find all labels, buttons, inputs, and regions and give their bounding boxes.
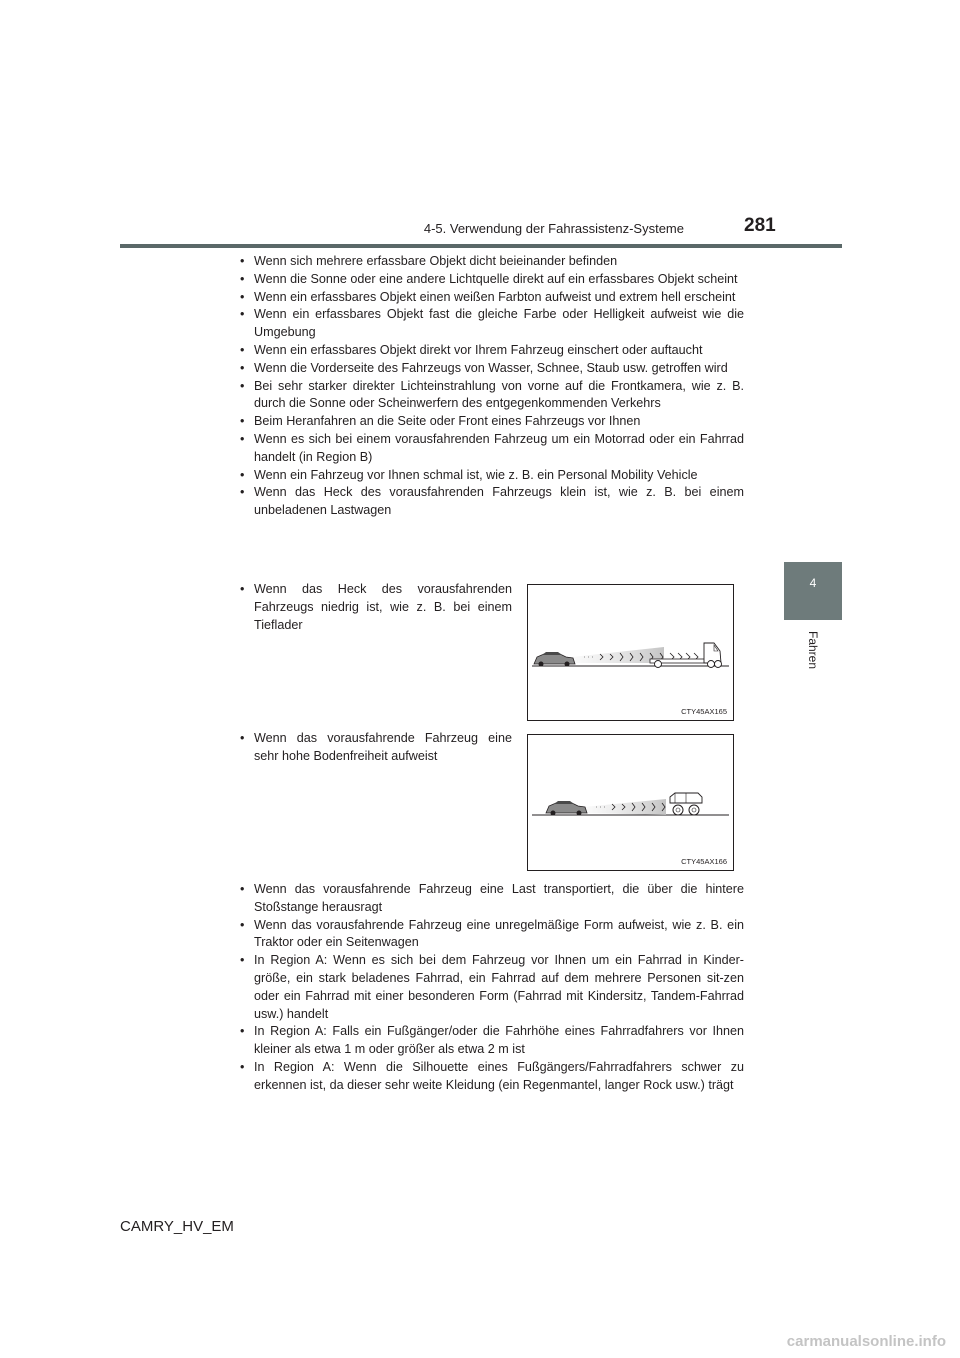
list-item: • Wenn sich mehrere erfassbare Objekt dicht beieinander befinden bbox=[236, 253, 744, 271]
list-item: • Beim Heranfahren an die Seite oder Front eines Fahrzeugs vor Ihnen bbox=[236, 413, 744, 431]
list-item: • Wenn das vorausfahrende Fahrzeug eine Last transportiert, die über die hintere Stoßstange herausragt bbox=[236, 881, 744, 917]
list-item: • Wenn das vorausfahrende Fahrzeug eine sehr hohe Bodenfreiheit aufweist bbox=[236, 730, 512, 766]
chapter-label bbox=[805, 628, 821, 672]
figure-high-clearance-illustration bbox=[527, 734, 734, 871]
list-item: • Wenn ein erfassbares Objekt direkt vor Ihrem Fahrzeug einschert oder auftaucht bbox=[236, 342, 744, 360]
section-title: 4-5. Verwendung der Fahrassistenz-Systeme bbox=[423, 221, 684, 236]
list-item: • Wenn es sich bei einem vorausfahrenden Fahrzeug um ein Motorrad oder ein Fahrrad handelt (in Region B) bbox=[236, 431, 744, 467]
page-number: 281 bbox=[744, 215, 776, 236]
condition-list-bottom bbox=[236, 881, 744, 1095]
list-item: • Wenn das vorausfahrende Fahrzeug eine unregelmäßige Form aufweist, wie z. B. ein Traktor oder ein Seitenwagen bbox=[236, 917, 744, 953]
figure-low-trailer-illustration bbox=[527, 584, 734, 721]
chapter-tab[interactable] bbox=[784, 562, 842, 620]
list-item: • Wenn ein erfassbares Objekt fast die gleiche Farbe oder Helligkeit aufweist wie die Umgebung bbox=[236, 306, 744, 342]
list-item: • Wenn das Heck des vorausfahrenden Fahrzeugs niedrig ist, wie z. B. bei einem Tieflader bbox=[236, 581, 512, 634]
list-item: • In Region A: Wenn die Silhouette eines Fußgängers/Fahrradfahrers schwer zu erkennen ist, da dieser sehr weite Kleidung (ein Regenmantel, langer Rock usw.) trägt bbox=[236, 1059, 744, 1095]
list-item: • Bei sehr starker direkter Lichteinstrahlung von vorne auf die Frontkamera, wie z. B. durch die Sonne oder Scheinwerfern des entgegenkommenden Verkehrs bbox=[236, 378, 744, 414]
model-code: CAMRY_HV_EM bbox=[120, 1218, 234, 1235]
low-trailer-drawing bbox=[528, 585, 733, 720]
list-item: • In Region A: Wenn es sich bei dem Fahrzeug vor Ihnen um ein Fahrrad in Kinder-größe, ein stark beladenes Fahrrad, ein Fahrrad auf dem mehrere Personen sit-zen oder ein Fahrrad mit einer besonderen Form (Fahrrad mit Kindersitz, Tandem-Fahrrad usw.) handelt bbox=[236, 952, 744, 1023]
list-item: • Wenn ein erfassbares Objekt einen weißen Farbton aufweist und extrem hell erscheint bbox=[236, 289, 744, 307]
header-rule bbox=[120, 244, 842, 248]
high-clearance-drawing bbox=[528, 735, 733, 870]
figure-2-caption-list bbox=[236, 730, 512, 766]
list-item: • Wenn die Vorderseite des Fahrzeugs von Wasser, Schnee, Staub usw. getroffen wird bbox=[236, 360, 744, 378]
list-item: • Wenn das Heck des vorausfahrenden Fahrzeugs klein ist, wie z. B. bei einem unbeladenen Lastwagen bbox=[236, 484, 744, 520]
figure-1-caption-list bbox=[236, 581, 512, 634]
figure-code: CTY45AX165 bbox=[681, 707, 727, 716]
condition-list-top bbox=[236, 253, 744, 520]
chapter-number: 4 bbox=[809, 576, 817, 590]
list-item: • Wenn die Sonne oder eine andere Lichtquelle direkt auf ein erfassbares Objekt scheint bbox=[236, 271, 744, 289]
list-item: • In Region A: Falls ein Fußgänger/oder die Fahrhöhe eines Fahrradfahrers vor Ihnen kleiner als etwa 1 m oder größer als etwa 2 m ist bbox=[236, 1023, 744, 1059]
list-item: • Wenn ein Fahrzeug vor Ihnen schmal ist, wie z. B. ein Personal Mobility Vehicle bbox=[236, 467, 744, 485]
figure-code: CTY45AX166 bbox=[681, 857, 727, 866]
chapter-label-text: Fahren bbox=[806, 630, 820, 670]
watermark: carmanualsonline.info bbox=[786, 1333, 946, 1350]
